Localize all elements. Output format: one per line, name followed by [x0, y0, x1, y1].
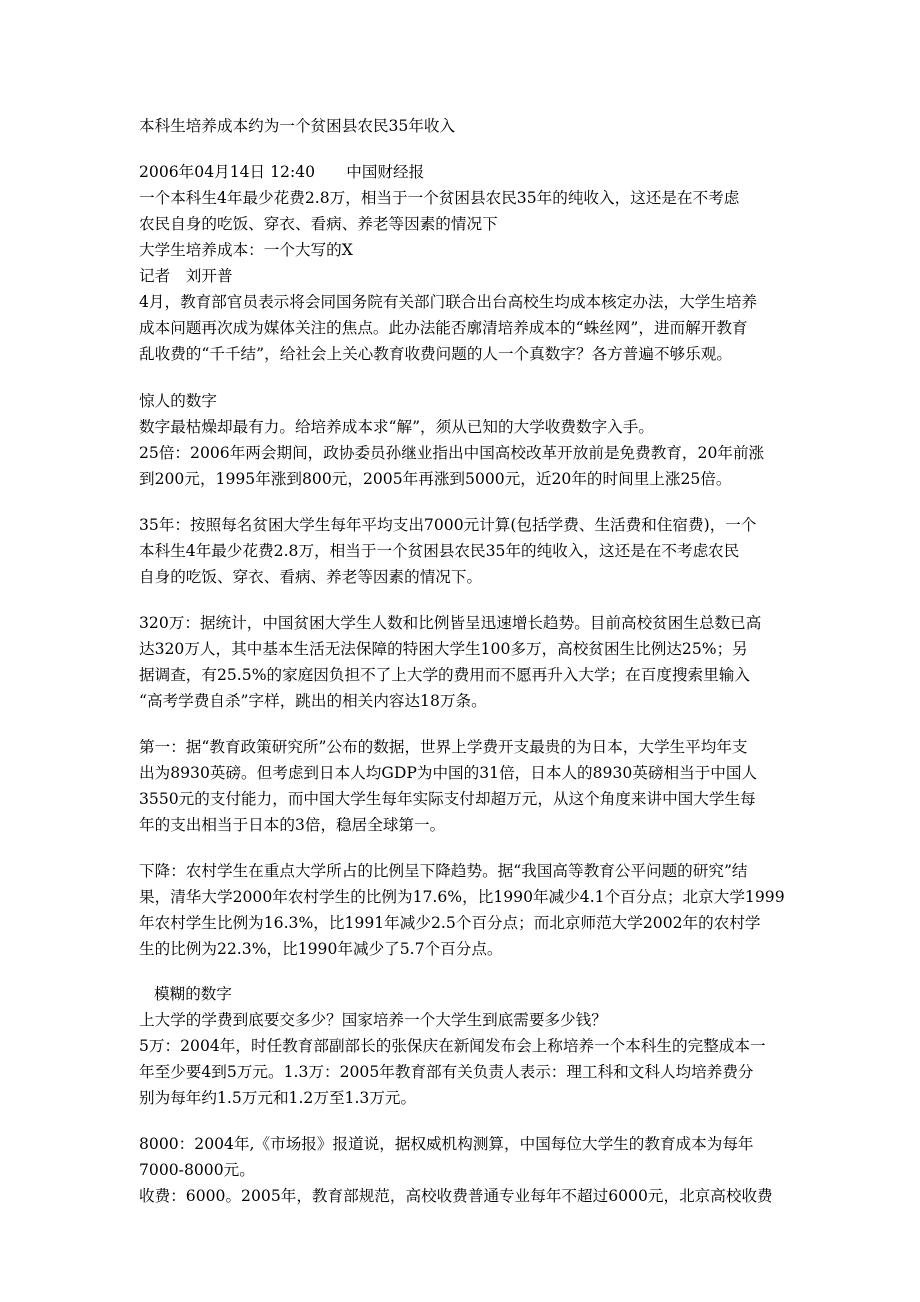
- paragraph-line: 4月，教育部官员表示将会同国务院有关部门联合出台高校生均成本核定办法，大学生培养: [139, 293, 758, 311]
- paragraph-line: 3550元的支付能力，而中国大学生每年实际支付却超万元，从这个角度来讲中国大学生每: [139, 790, 756, 808]
- paragraph-line: 乱收费的“千千结”，给社会上关心教育收费问题的人一个真数字？各方普遍不够乐观。: [139, 345, 732, 363]
- paragraph-line: 自身的吃饭、穿衣、看病、养老等因素的情况下。: [139, 568, 483, 586]
- paragraph-line: 25倍：2006年两会期间，政协委员孙继业指出中国高校改革开放前是免费教育，20年前涨: [139, 444, 765, 462]
- article-heading: 大学生培养成本：一个大写的X: [139, 241, 353, 259]
- paragraph-line: 据调查，有25.5%的家庭因负担不了上大学的费用而不愿再升入大学；在百度搜索里输入: [139, 666, 750, 684]
- paragraph-line: 生的比例为22.3%，比1990年减少了5.7个百分点。: [139, 940, 503, 958]
- section-heading: 惊人的数字: [139, 392, 217, 410]
- paragraph-line: 数字最枯燥却最有力。给培养成本求“解”，须从已知的大学收费数字入手。: [139, 418, 654, 436]
- article-subtitle-line: 农民自身的吃饭、穿衣、看病、养老等因素的情况下: [139, 215, 498, 233]
- paragraph-line: 年至少要4到5万元。1.3万：2005年教育部有关负责人表示：理工科和文科人均培养费分: [139, 1063, 754, 1081]
- paragraph-line: 5万：2004年，时任教育部副部长的张保庆在新闻发布会上称培养一个本科生的完整成本一: [139, 1037, 766, 1055]
- article-dateline: 2006年04月14日 12:40 中国财经报: [139, 163, 425, 181]
- section-heading: 模糊的数字: [154, 985, 232, 1003]
- paragraph-line: 果，清华大学2000年农村学生的比例为17.6%，比1990年减少4.1个百分点；北京大学1999: [139, 888, 785, 906]
- paragraph-line: 35年：按照每名贫困大学生每年平均支出7000元计算(包括学费、生活费和住宿费)，一个: [139, 516, 757, 534]
- paragraph-line: 到200元，1995年涨到800元，2005年再涨到5000元，近20年的时间里上涨25倍。: [139, 470, 732, 488]
- paragraph-line: 7000-8000元。: [139, 1161, 255, 1179]
- paragraph-line: 年农村学生比例为16.3%，比1991年减少2.5个百分点；而北京师范大学2002年的农村学: [139, 914, 761, 932]
- paragraph-line: “高考学费自杀”字样，跳出的相关内容达18万条。: [139, 692, 487, 710]
- paragraph-line: 达320万人，其中基本生活无法保障的特困大学生100多万，高校贫困生比例达25%；另: [139, 640, 748, 658]
- paragraph-line: 本科生4年最少花费2.8万，相当于一个贫困县农民35年的纯收入，这还是在不考虑农民: [139, 542, 740, 560]
- paragraph-line: 别为每年约1.5万元和1.2万至1.3万元。: [139, 1089, 417, 1107]
- article-byline: 记者 刘开普: [139, 267, 233, 285]
- paragraph-line: 年的支出相当于日本的3倍，稳居全球第一。: [139, 816, 446, 834]
- paragraph-line: 320万：据统计，中国贫困大学生人数和比例皆呈迅速增长趋势。目前高校贫困生总数已高: [139, 614, 762, 632]
- paragraph-line: 成本问题再次成为媒体关注的焦点。此办法能否廓清培养成本的“蛛丝网”，进而解开教育: [139, 319, 748, 337]
- paragraph-line: 第一：据“教育政策研究所”公布的数据，世界上学费开支最贵的为日本，大学生平均年支: [139, 738, 748, 756]
- paragraph-line: 出为8930英磅。但考虑到日本人均GDP为中国的31倍，日本人的8930英磅相当于中国人: [139, 764, 758, 782]
- article-subtitle-line: 一个本科生4年最少花费2.8万，相当于一个贫困县农民35年的纯收入，这还是在不考虑: [139, 189, 740, 207]
- article-title: 本科生培养成本约为一个贫困县农民35年收入: [139, 117, 456, 135]
- paragraph-line: 下降：农村学生在重点大学所占的比例呈下降趋势。据“我国高等教育公平问题的研究”结: [139, 862, 748, 880]
- paragraph-line: 收费：6000。2005年，教育部规范，高校收费普通专业每年不超过6000元，北京高校收费: [139, 1187, 773, 1205]
- paragraph-line: 8000：2004年,《市场报》报道说，据权威机构测算，中国每位大学生的教育成本为每年: [139, 1135, 754, 1153]
- paragraph-line: 上大学的学费到底要交多少？国家培养一个大学生到底需要多少钱？: [139, 1011, 607, 1029]
